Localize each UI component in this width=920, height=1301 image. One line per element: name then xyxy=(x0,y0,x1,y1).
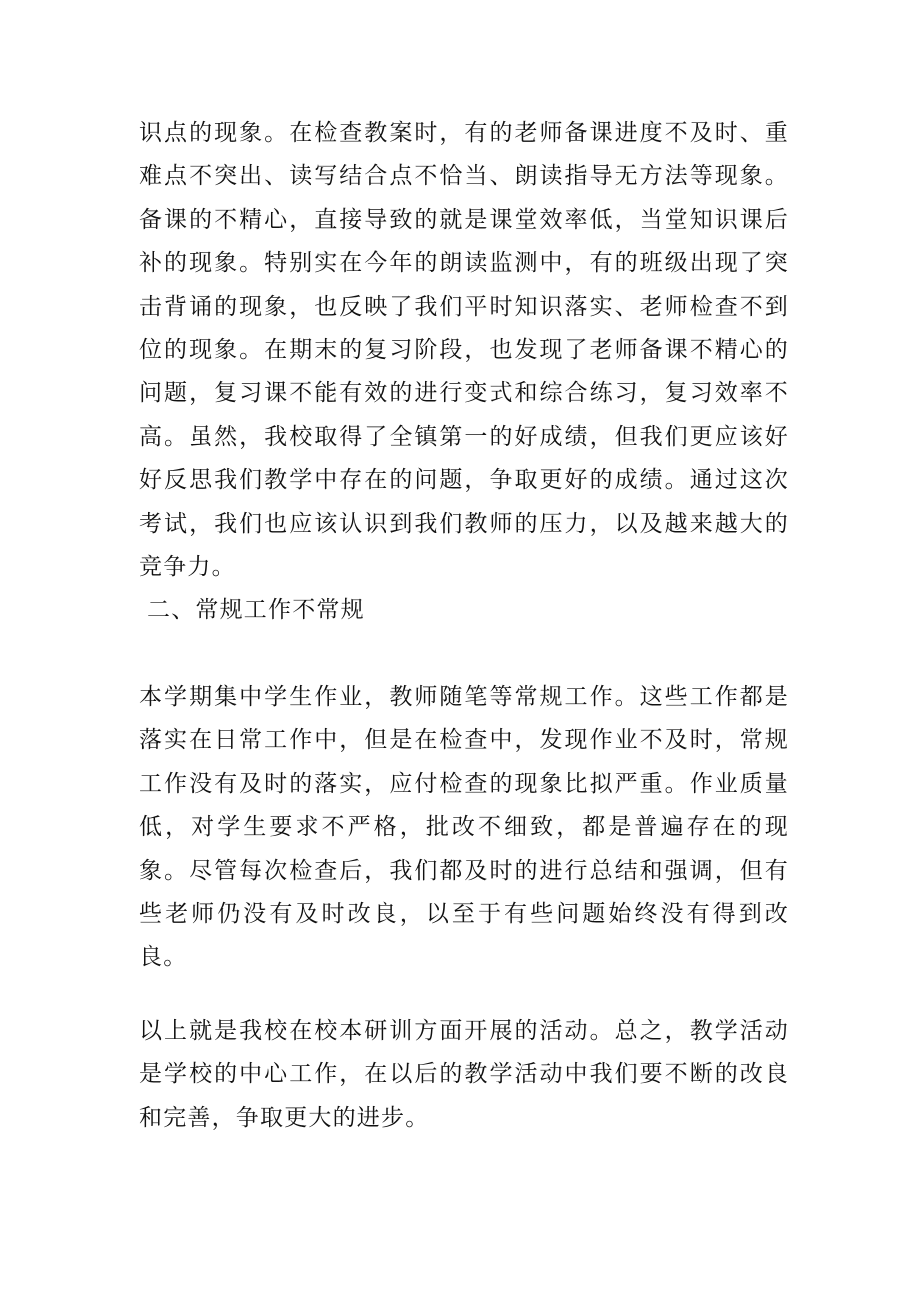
paragraph-1: 识点的现象。在检查教案时，有的老师备课进度不及时、重难点不突出、读写结合点不恰当、朗读指导无方法等现象。备课的不精心，直接导致的就是课堂效率低，当堂知识课后补的现象。特别实在今年的朗读监测中，有的班级出现了突击背诵的现象，也反映了我们平时知识落实、老师检查不到位的现象。在期末的复习阶段，也发现了老师备课不精心的问题，复习课不能有效的进行变式和综合练习，复习效率不高。虽然，我校取得了全镇第一的好成绩，但我们更应该好好反思我们教学中存在的问题，争取更好的成绩。通过这次考试，我们也应该认识到我们教师的压力，以及越来越大的竞争力。 xyxy=(139,120,789,581)
section-heading-2: 二、常规工作不常规 xyxy=(147,597,365,624)
paragraph-3: 以上就是我校在校本研训方面开展的活动。总之，教学活动是学校的中心工作，在以后的教学活动中我们要不断的改良和完善，争取更大的进步。 xyxy=(139,1017,789,1131)
paragraph-2: 本学期集中学生作业，教师随笔等常规工作。这些工作都是落实在日常工作中，但是在检查中，发现作业不及时，常规工作没有及时的落实，应付检查的现象比拟严重。作业质量低，对学生要求不严格，批改不细致，都是普遍存在的现象。尽管每次检查后，我们都及时的进行总结和强调，但有些老师仍没有及时改良，以至于有些问题始终没有得到改良。 xyxy=(139,683,789,971)
document-body xyxy=(139,112,789,1140)
